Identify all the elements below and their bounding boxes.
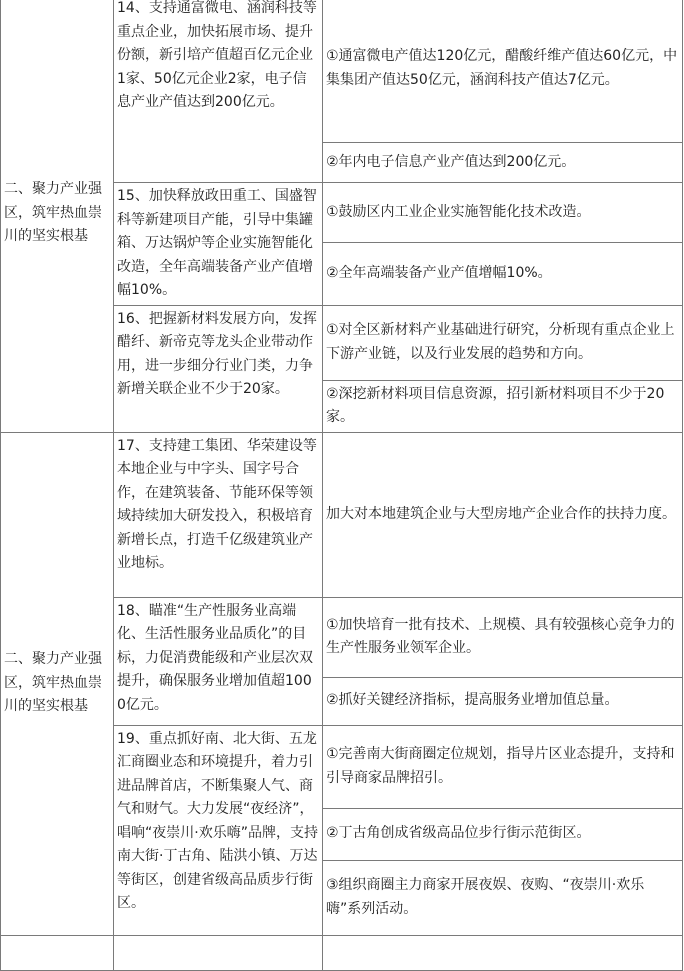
- task-cell: 18、瞄准“生产性服务业高端化、生活性服务业品质化”的目标，力促消费能级和产业层次双提升，确保服务业增加值超1000亿元。: [114, 597, 323, 725]
- measure-cell: ①加快培育一批有技术、上规模、具有较强核心竞争力的生产性服务业领军企业。: [323, 597, 683, 677]
- measure-cell: ③组织商圈主力商家开展夜娱、夜购、“夜崇川·欢乐嗨”系列活动。: [323, 860, 683, 935]
- measure-cell: 加大对本地建筑企业与大型房地产企业合作的扶持力度。: [323, 432, 683, 597]
- task-cell: 17、支持建工集团、华荣建设等本地企业与中字头、国字号合作，在建筑装备、节能环保等领域持续加大研发投入，积极培育新增长点，打造千亿级建筑业产业地标。: [114, 432, 323, 597]
- task-cell: [114, 935, 323, 970]
- category-cell: 二、聚力产业强区，筑牢热血崇川的坚实根基: [1, 0, 114, 432]
- task-cell: 15、加快释放政田重工、国盛智科等新建项目产能，引导中集罐箱、万达锅炉等企业实施智能化改造，全年高端装备产业产值增幅10%。: [114, 183, 323, 306]
- measure-cell: ②年内电子信息产业产值达到200亿元。: [323, 143, 683, 183]
- measure-cell: ①对全区新材料产业基础进行研究，分析现有重点企业上下游产业链，以及行业发展的趋势和方向。: [323, 305, 683, 380]
- measure-cell: ①完善南大街商圈定位规划，指导片区业态提升，支持和引导商家品牌招引。: [323, 725, 683, 808]
- measure-cell: ②抓好关键经济指标，提高服务业增加值总量。: [323, 677, 683, 725]
- category-cell: [1, 935, 114, 970]
- measure-cell: ①鼓励区内工业企业实施智能化技术改造。: [323, 183, 683, 243]
- measure-cell: ①通富微电产值达120亿元，醋酸纤维产值达60亿元，中集集团产值达50亿元，涵润科技产值达7亿元。: [323, 0, 683, 143]
- measure-cell: ②深挖新材料项目信息资源，招引新材料项目不少于20家。: [323, 380, 683, 432]
- measure-cell: ②全年高端装备产业产值增幅10%。: [323, 243, 683, 305]
- measure-cell: ②丁古角创成省级高品位步行街示范街区。: [323, 808, 683, 860]
- category-cell: 二、聚力产业强区，筑牢热血崇川的坚实根基: [1, 432, 114, 935]
- task-cell: 14、支持通富微电、涵润科技等重点企业，加快拓展市场、提升份额，新引培产值超百亿元企业1家、50亿元企业2家，电子信息产业产值达到200亿元。: [114, 0, 323, 183]
- task-cell: 16、把握新材料发展方向，发挥醋纤、新帝克等龙头企业带动作用，进一步细分行业门类，力争新增关联企业不少于20家。: [114, 305, 323, 432]
- table-row: [1, 935, 683, 970]
- measure-cell: [323, 935, 683, 970]
- task-cell: 19、重点抓好南、北大街、五龙汇商圈业态和环境提升，着力引进品牌首店，不断集聚人气、商气和财气。大力发展“夜经济”，唱响“夜崇川·欢乐嗨”品牌，支持南大街·丁古角、陆洪小镇、万达等街区，创建省级高品质步行街区。: [114, 725, 323, 935]
- table-row: [1, 432, 683, 597]
- table-row: [1, 0, 683, 143]
